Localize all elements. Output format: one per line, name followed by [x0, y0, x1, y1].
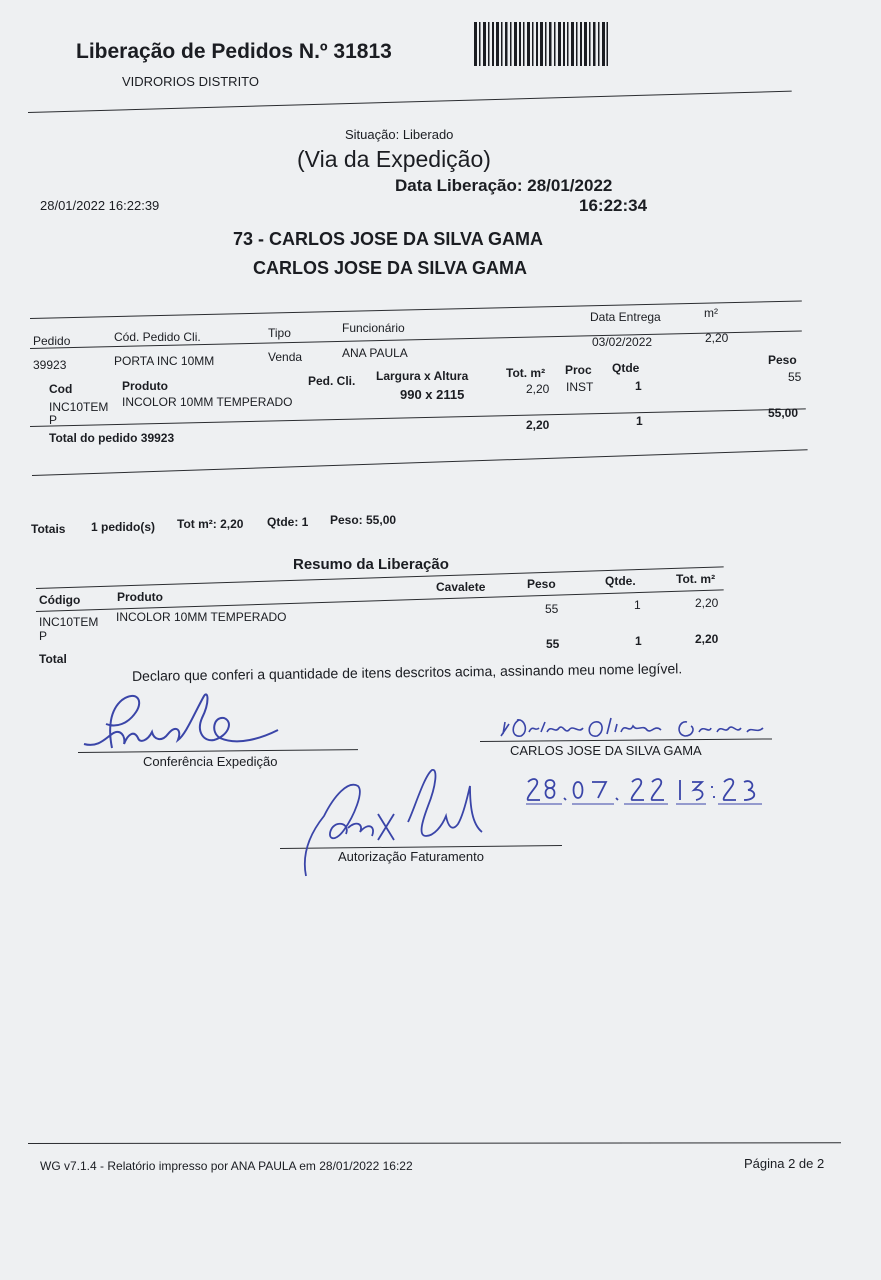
- order-cod-pedido-cli: PORTA INC 10MM: [114, 354, 215, 368]
- order-total-qtde: 1: [636, 414, 643, 428]
- totals-tot-m2: Tot m²: 2,20: [177, 517, 244, 531]
- barcode: [474, 22, 608, 66]
- client-code-name: 73 - CARLOS JOSE DA SILVA GAMA: [233, 229, 544, 249]
- col-header-data-entrega: Data Entrega: [590, 310, 661, 324]
- col-header-funcionario: Funcionário: [342, 321, 405, 335]
- autorizacao-handwritten-signature: [298, 766, 498, 878]
- conferencia-label: Conferência Expedição: [143, 754, 278, 769]
- item-header-cod: Cod: [49, 382, 73, 396]
- handwritten-date: [522, 772, 772, 808]
- col-header-pedido: Pedido: [33, 334, 71, 348]
- summary-tot-m2: 2,20: [695, 596, 719, 610]
- summary-total-label: Total: [39, 652, 67, 666]
- declaration-text: Declaro que conferi a quantidade de itens descritos acima, assinando meu nome legível.: [131, 660, 683, 684]
- item-cod-line2: P: [49, 413, 58, 427]
- footer-page-number: Página 2 de 2: [744, 1156, 825, 1171]
- situation-label: Situação: Liberado: [345, 127, 454, 142]
- item-proc: INST: [566, 380, 594, 394]
- summary-total-peso: 55: [546, 637, 560, 651]
- order-m2: 2,20: [705, 331, 729, 345]
- item-peso: 55: [788, 370, 802, 384]
- order-total-label: Total do pedido 39923: [49, 431, 175, 445]
- order-items-divider: [30, 408, 806, 427]
- totals-pedidos: 1 pedido(s): [91, 520, 156, 534]
- order-data-entrega: 03/02/2022: [592, 335, 653, 349]
- print-datetime: 28/01/2022 16:22:39: [40, 198, 160, 213]
- client-signature-name: CARLOS JOSE DA SILVA GAMA: [510, 743, 702, 758]
- summary-title: Resumo da Liberação: [293, 556, 449, 573]
- order-table-top-border: [30, 300, 802, 319]
- via-label: (Via da Expedição): [297, 146, 491, 172]
- summary-header-peso: Peso: [527, 577, 556, 591]
- item-tot-m2: 2,20: [526, 382, 550, 396]
- footer-divider: [28, 1142, 841, 1144]
- order-table-bottom-border: [32, 449, 808, 476]
- summary-header-cavalete: Cavalete: [436, 580, 486, 594]
- summary-codigo-line1: INC10TEM: [39, 615, 99, 629]
- client-name: CARLOS JOSE DA SILVA GAMA: [253, 258, 528, 278]
- autorizacao-label: Autorização Faturamento: [338, 849, 484, 864]
- item-header-ped-cli: Ped. Cli.: [308, 374, 356, 388]
- paula-signature: [78, 688, 288, 760]
- summary-header-tot-m2: Tot. m²: [676, 572, 716, 586]
- item-header-qtde: Qtde: [612, 361, 640, 375]
- summary-total-tot-m2: 2,20: [695, 632, 719, 646]
- item-header-largura-altura: Largura x Altura: [376, 369, 469, 383]
- summary-codigo-line2: P: [39, 629, 48, 643]
- order-pedido: 39923: [33, 358, 67, 372]
- col-header-cod-pedido-cli: Cód. Pedido Cli.: [114, 330, 201, 344]
- item-dimensions: 990 x 2115: [400, 387, 465, 402]
- summary-header-codigo: Código: [39, 593, 81, 607]
- item-header-produto: Produto: [122, 379, 168, 393]
- client-handwritten-signature: [495, 710, 775, 744]
- totals-qtde: Qtde: 1: [267, 515, 309, 529]
- release-time: 16:22:34: [579, 196, 648, 215]
- item-produto: INCOLOR 10MM TEMPERADO: [122, 395, 293, 409]
- summary-produto: INCOLOR 10MM TEMPERADO: [116, 610, 287, 624]
- footer-report-info: WG v7.1.4 - Relatório impresso por ANA PAULA em 28/01/2022 16:22: [40, 1159, 413, 1173]
- summary-header-qtde: Qtde.: [605, 574, 636, 588]
- item-header-peso: Peso: [768, 353, 797, 367]
- document-title: Liberação de Pedidos N.º 31813: [76, 40, 392, 63]
- company-name: VIDRORIOS DISTRITO: [122, 74, 259, 89]
- item-header-tot-m2: Tot. m²: [506, 366, 546, 380]
- order-total-peso: 55,00: [768, 406, 799, 420]
- summary-header-produto: Produto: [117, 590, 163, 604]
- release-date: Data Liberação: 28/01/2022: [395, 176, 613, 195]
- summary-peso: 55: [545, 602, 559, 616]
- totals-peso: Peso: 55,00: [330, 513, 397, 527]
- order-total-m2: 2,20: [526, 418, 550, 432]
- header-divider: [28, 91, 792, 113]
- totals-label: Totais: [31, 522, 66, 536]
- summary-total-qtde: 1: [635, 634, 642, 648]
- col-header-m2: m²: [704, 306, 718, 320]
- summary-qtde: 1: [634, 598, 641, 612]
- item-cod-line1: INC10TEM: [49, 400, 109, 414]
- item-header-proc: Proc: [565, 363, 592, 377]
- order-tipo: Venda: [268, 350, 303, 364]
- col-header-tipo: Tipo: [268, 326, 291, 340]
- order-funcionario: ANA PAULA: [342, 346, 408, 360]
- item-qtde: 1: [635, 379, 642, 393]
